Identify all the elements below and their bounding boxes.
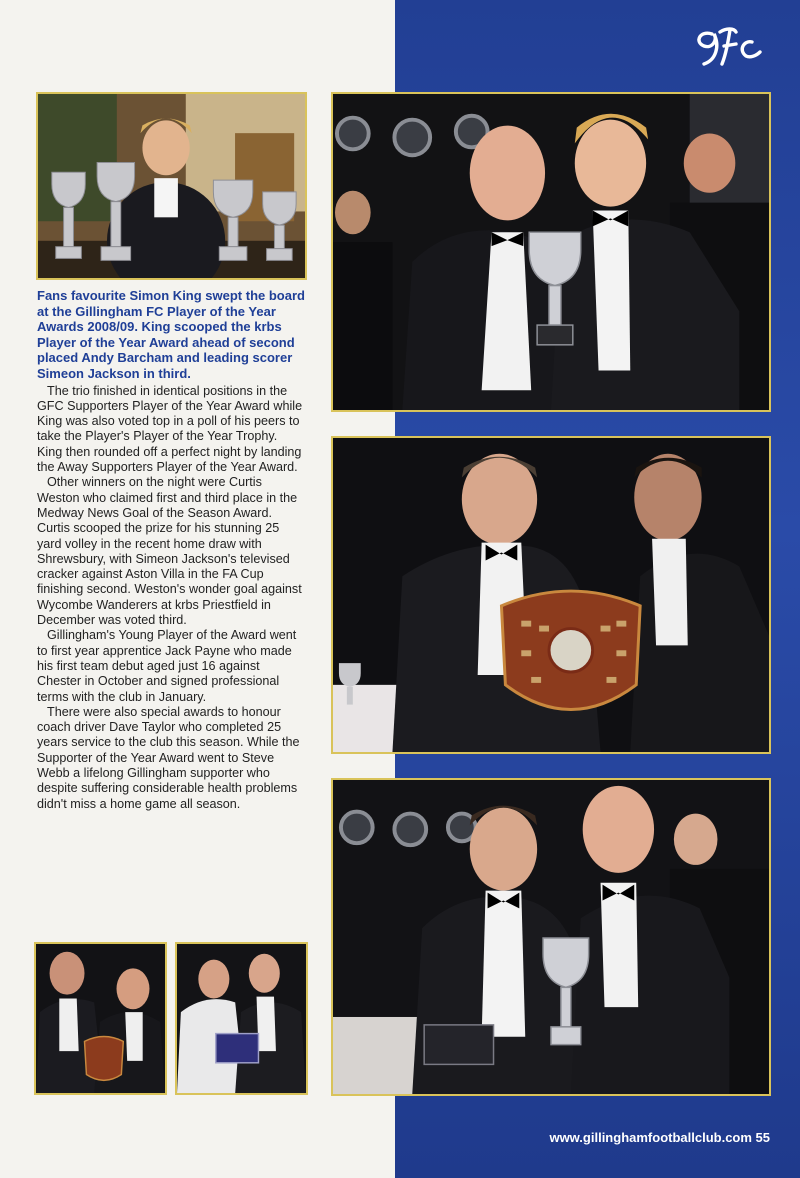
photo-shield-presentation (331, 436, 771, 754)
article-caption: Fans favourite Simon King swept the board at the Gillingham FC Player of the Year Awards 2008/09. King scooped the krbs Player of the Year Award ahead of second placed Andy Barcham and leading scorer Simeon Jackson in third. (37, 288, 305, 381)
photo-small-award-left (34, 942, 167, 1095)
photo-king-receives-trophy (331, 92, 771, 412)
article-paragraph: Gillingham's Young Player of the Award went to first year apprentice Jack Payne who made his first team debut aged just 16 against Chester in October and signed professional terms with the club in January. (37, 628, 297, 704)
article-column (37, 288, 305, 812)
gfc-logo (690, 20, 770, 72)
footer-url-page-number: www.gillinghamfootballclub.com 55 (549, 1130, 770, 1145)
article-paragraph: There were also special awards to honour coach driver Dave Taylor who completed 25 years service to the club this season. While the Supporter of the Year Award went to Steve Webb a lifelong Gillingham supporter who despite suffering considerable health problems didn't miss a home game all season. (37, 704, 300, 811)
article-paragraph: Other winners on the night were Curtis Weston who claimed first and third place in the Medway News Goal of the Season Award. Curtis scooped the prize for his stunning 25 yard volley in the recent home draw with Shrewsbury, with Simeon Jackson's televised cracker against Aston Villa in the FA Cup finishing second. Weston's wonder goal against Wycombe Wanderers at krbs Priestfield in December was voted third. (37, 475, 302, 628)
photo-king-with-trophies (36, 92, 307, 280)
photo-young-player-award (331, 778, 771, 1096)
photo-small-award-right (175, 942, 308, 1095)
article-paragraph: The trio finished in identical positions in the GFC Supporters Player of the Year Award while King was also voted top in a poll of his peers to take the Player's Player of the Year Trophy. King then rounded off a perfect night by landing the Away Supporters Player of the Year Award. (37, 383, 303, 475)
